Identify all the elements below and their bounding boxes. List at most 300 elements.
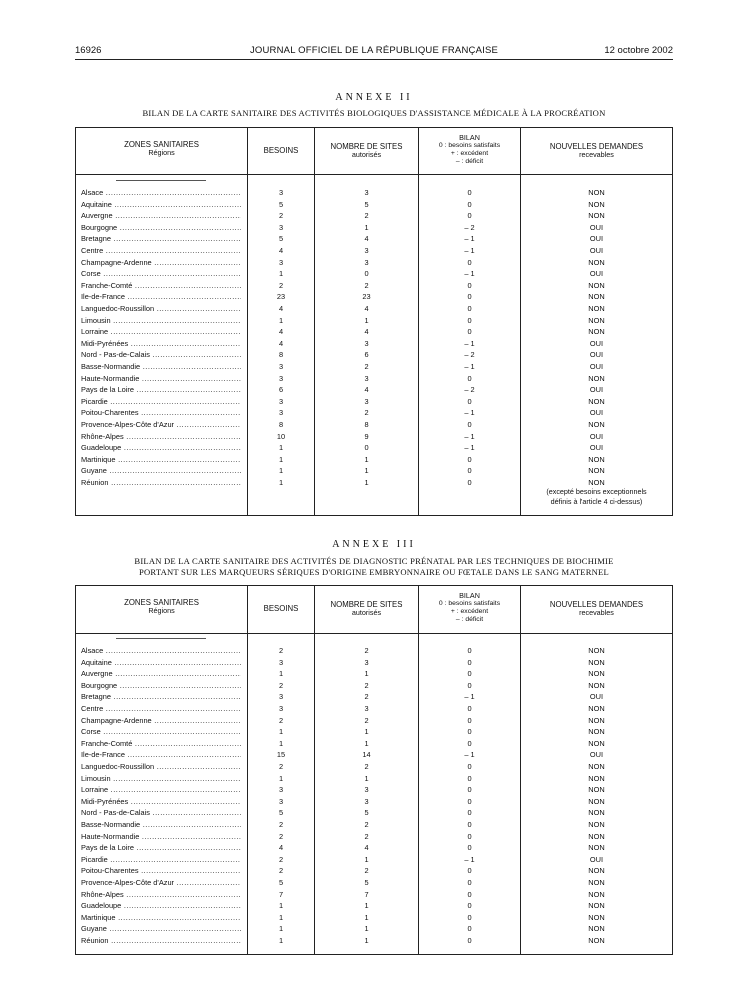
sites-cell: 1 (364, 854, 369, 864)
header-demandes: NOUVELLES DEMANDES recevables (549, 600, 644, 617)
demandes-cell: OUI (589, 408, 604, 418)
bilan-cell: – 1 (464, 269, 475, 279)
region-cell: Réunion ..... (81, 935, 241, 947)
sites-cell: 3 (364, 785, 369, 795)
bilan-cell: 0 (467, 912, 472, 922)
demandes-cell: NON (588, 327, 605, 337)
region-cell: Nord - Pas-de-Calais ..... (81, 807, 241, 819)
table-row (76, 715, 672, 727)
demandes-cell: NON (588, 315, 605, 325)
page-number: 16926 (75, 45, 102, 56)
demandes-cell: NON (588, 889, 605, 899)
table-row (76, 361, 672, 373)
demandes-cell: NON (588, 396, 605, 406)
sites-cell: 1 (364, 727, 369, 737)
besoins-cell: 1 (278, 924, 284, 934)
bilan-cell: 0 (467, 878, 472, 887)
demandes-cell: NON (588, 704, 605, 713)
besoins-cell: 1 (278, 738, 284, 748)
region-cell: Alsace ..... (81, 187, 241, 199)
table-row (76, 454, 672, 466)
table-row (76, 315, 672, 327)
demandes-cell: OUI (589, 443, 604, 453)
table-row (76, 738, 672, 750)
region-cell: Rhône-Alpes ..... (81, 431, 241, 443)
header-sites: NOMBRE DE SITES autorisés (330, 142, 403, 159)
bilan-cell: 0 (467, 901, 472, 911)
demandes-cell: NON (588, 199, 605, 209)
table-row (76, 726, 672, 738)
besoins-cell: 5 (278, 234, 284, 244)
region-cell: Lorraine ..... (81, 326, 241, 338)
sites-cell: 3 (364, 257, 369, 267)
bilan-cell: 0 (467, 466, 472, 476)
besoins-cell: 3 (278, 704, 284, 713)
sites-cell: 2 (364, 646, 369, 655)
table-row (76, 865, 672, 877)
region-cell: Basse-Normandie ..... (81, 819, 241, 831)
table-row (76, 854, 672, 866)
table-row (76, 187, 672, 199)
region-cell: Auvergne ..... (81, 668, 241, 680)
header-besoins: BESOINS (263, 604, 299, 613)
table-row (76, 796, 672, 808)
demandes-cell: NON (588, 257, 605, 267)
bilan-cell: 0 (467, 373, 472, 383)
table-row (76, 384, 672, 396)
demandes-cell: NON (588, 280, 605, 290)
table-row (76, 326, 672, 338)
besoins-cell: 1 (278, 478, 284, 487)
bilan-cell: 0 (467, 738, 472, 748)
table-row (76, 199, 672, 211)
demandes-cell: OUI (589, 350, 604, 360)
bilan-cell: 0 (467, 889, 472, 899)
demandes-cell: NON (588, 646, 605, 655)
bilan-cell: 0 (467, 657, 472, 667)
sites-cell: 2 (364, 408, 369, 418)
region-cell: Limousin ..... (81, 315, 241, 327)
table-row (76, 442, 672, 454)
demandes-cell: NON (588, 657, 605, 667)
region-cell: Aquitaine ..... (81, 657, 241, 669)
bilan-cell: 0 (467, 188, 472, 197)
besoins-cell: 1 (278, 269, 284, 279)
demandes-cell: OUI (589, 338, 604, 348)
besoins-cell: 1 (278, 912, 284, 922)
demandes-cell: NON (588, 420, 605, 429)
region-cell: Limousin ..... (81, 773, 241, 785)
region-cell: Pays de la Loire ..... (81, 384, 241, 396)
region-cell: Lorraine ..... (81, 784, 241, 796)
demandes-cell: NON (588, 738, 605, 748)
besoins-cell: 5 (278, 808, 284, 818)
region-cell: Guyane ..... (81, 923, 241, 935)
bilan-cell: 0 (467, 211, 472, 221)
table-row (76, 257, 672, 269)
demandes-cell: NON (588, 808, 605, 818)
besoins-cell: 5 (278, 878, 284, 887)
besoins-cell: 1 (278, 443, 284, 453)
bilan-cell: 0 (467, 396, 472, 406)
demandes-cell: NON (588, 188, 605, 197)
table-row (76, 703, 672, 715)
demandes-cell: OUI (589, 385, 604, 395)
sites-cell: 1 (364, 738, 369, 748)
region-cell: Corse ..... (81, 268, 241, 280)
region-cell: Rhône-Alpes ..... (81, 889, 241, 901)
table-row (76, 396, 672, 408)
table-row (76, 291, 672, 303)
demandes-cell: NON (588, 843, 605, 853)
header-demandes: NOUVELLES DEMANDES recevables (549, 142, 644, 159)
table-row (76, 680, 672, 692)
annexe-2-note: (excepté besoins exceptionnels définis à l'article 4 ci-dessus) (546, 487, 647, 506)
sites-cell: 3 (364, 246, 369, 255)
bilan-cell: 0 (467, 831, 472, 841)
demandes-cell: NON (588, 478, 605, 487)
sites-cell: 0 (364, 269, 369, 279)
sites-cell: 3 (364, 657, 369, 667)
bilan-cell: 0 (467, 304, 472, 313)
demandes-cell: NON (588, 785, 605, 795)
bilan-cell: – 1 (464, 338, 475, 348)
demandes-cell: OUI (589, 234, 604, 244)
region-cell: Martinique ..... (81, 454, 241, 466)
bilan-cell: 0 (467, 420, 472, 429)
besoins-cell: 2 (278, 646, 284, 655)
bilan-cell: 0 (467, 796, 472, 806)
sites-cell: 3 (364, 338, 369, 348)
region-cell: Picardie ..... (81, 854, 241, 866)
table-row (76, 657, 672, 669)
besoins-cell: 3 (278, 188, 284, 197)
bilan-cell: – 2 (464, 350, 475, 360)
table-row (76, 245, 672, 257)
demandes-cell: NON (588, 820, 605, 829)
demandes-cell: NON (588, 466, 605, 476)
annexe-2-subtitle: BILAN DE LA CARTE SANITAIRE DES ACTIVITÉS BIOLOGIQUES D'ASSISTANCE MÉDICALE À LA PROCRÉATION (142, 108, 606, 118)
demandes-cell: NON (588, 454, 605, 464)
region-cell: Corse ..... (81, 726, 241, 738)
besoins-cell: 1 (278, 773, 284, 783)
demandes-cell: NON (588, 773, 605, 783)
table-row (76, 668, 672, 680)
besoins-cell: 5 (278, 199, 284, 209)
table-row (76, 819, 672, 831)
header-zones: ZONES SANITAIRES Régions (124, 140, 199, 157)
header-bilan: BILAN 0 : besoins satisfaits + : excédent – : déficit (438, 591, 501, 623)
region-cell: Poitou-Charentes ..... (81, 407, 241, 419)
sites-cell: 5 (364, 878, 369, 887)
publication-date: 12 octobre 2002 (604, 45, 673, 56)
sites-cell: 1 (364, 466, 369, 476)
table-row (76, 691, 672, 703)
bilan-cell: 0 (467, 199, 472, 209)
besoins-cell: 1 (278, 454, 284, 464)
besoins-cell: 4 (278, 843, 284, 853)
sites-cell: 1 (364, 478, 369, 487)
sites-cell: 3 (364, 396, 369, 406)
bilan-cell: 0 (467, 773, 472, 783)
sites-cell: 4 (364, 843, 369, 853)
table-row (76, 842, 672, 854)
demandes-cell: OUI (589, 222, 604, 232)
table-row (76, 268, 672, 280)
besoins-cell: 10 (276, 431, 286, 441)
besoins-cell: 2 (278, 680, 284, 690)
bilan-cell: 0 (467, 454, 472, 464)
region-cell: Pays de la Loire ..... (81, 842, 241, 854)
region-cell: Languedoc-Roussillon ..... (81, 761, 241, 773)
demandes-cell: NON (588, 304, 605, 313)
region-cell: Auvergne ..... (81, 210, 241, 222)
bilan-cell: 0 (467, 315, 472, 325)
besoins-cell: 2 (278, 211, 284, 221)
table-row (76, 900, 672, 912)
region-cell: Aquitaine ..... (81, 199, 241, 211)
sites-cell: 1 (364, 901, 369, 911)
sites-cell: 4 (364, 385, 369, 395)
besoins-cell: 1 (278, 727, 284, 737)
table-row (76, 645, 672, 657)
table-row (76, 373, 672, 385)
sites-cell: 5 (364, 199, 369, 209)
sites-cell: 0 (364, 443, 369, 453)
besoins-cell: 3 (278, 692, 284, 702)
header-sites: NOMBRE DE SITES autorisés (330, 600, 403, 617)
besoins-cell: 15 (276, 750, 286, 760)
table-row (76, 831, 672, 843)
table-row (76, 349, 672, 361)
bilan-cell: 0 (467, 820, 472, 829)
bilan-cell: 0 (467, 936, 472, 945)
region-cell: Haute-Normandie ..... (81, 831, 241, 843)
besoins-cell: 8 (278, 420, 284, 429)
region-cell: Ile-de-France ..... (81, 749, 241, 761)
region-cell: Poitou-Charentes ..... (81, 865, 241, 877)
besoins-cell: 2 (278, 280, 284, 290)
header-zones: ZONES SANITAIRES Régions (124, 598, 199, 615)
bilan-cell: 0 (467, 327, 472, 337)
demandes-cell: OUI (589, 269, 604, 279)
sites-cell: 1 (364, 454, 369, 464)
bilan-cell: 0 (467, 866, 472, 876)
bilan-cell: – 1 (464, 692, 475, 702)
region-cell: Basse-Normandie ..... (81, 361, 241, 373)
table-row (76, 923, 672, 935)
sites-cell: 2 (364, 820, 369, 829)
besoins-cell: 3 (278, 396, 284, 406)
table-row (76, 784, 672, 796)
table-row (76, 303, 672, 315)
besoins-cell: 2 (278, 854, 284, 864)
demandes-cell: NON (588, 936, 605, 945)
table-row (76, 465, 672, 477)
demandes-cell: OUI (589, 246, 604, 255)
table-row (76, 877, 672, 889)
besoins-cell: 1 (278, 669, 284, 679)
besoins-cell: 1 (278, 466, 284, 476)
annexe-2-title: ANNEXE II (335, 92, 413, 103)
besoins-cell: 3 (278, 408, 284, 418)
besoins-cell: 2 (278, 715, 284, 725)
sites-cell: 5 (364, 808, 369, 818)
table-row (76, 912, 672, 924)
region-cell: Champagne-Ardenne ..... (81, 257, 241, 269)
sites-cell: 23 (362, 292, 371, 302)
sites-cell: 1 (364, 924, 369, 934)
bilan-cell: 0 (467, 843, 472, 853)
bilan-cell: 0 (467, 704, 472, 713)
demandes-cell: NON (588, 796, 605, 806)
besoins-cell: 6 (278, 385, 284, 395)
sites-cell: 7 (364, 889, 369, 899)
besoins-cell: 7 (278, 889, 284, 899)
region-cell: Midi-Pyrénées ..... (81, 338, 241, 350)
sites-cell: 2 (364, 866, 369, 876)
table-row (76, 407, 672, 419)
sites-cell: 2 (364, 715, 369, 725)
region-cell: Haute-Normandie ..... (81, 373, 241, 385)
besoins-cell: 3 (278, 257, 284, 267)
sites-cell: 1 (364, 773, 369, 783)
bilan-cell: 0 (467, 646, 472, 655)
besoins-cell: 23 (276, 292, 286, 302)
bilan-cell: 0 (467, 292, 472, 302)
bilan-cell: 0 (467, 785, 472, 795)
besoins-cell: 2 (278, 762, 284, 771)
besoins-cell: 1 (278, 936, 284, 945)
bilan-cell: 0 (467, 478, 472, 487)
besoins-cell: 4 (278, 246, 284, 255)
sites-cell: 1 (364, 669, 369, 679)
bilan-cell: – 1 (464, 443, 475, 453)
region-cell: Guadeloupe ..... (81, 442, 241, 454)
region-cell: Provence-Alpes-Côte d'Azur ..... (81, 419, 241, 431)
running-header (75, 43, 673, 60)
sites-cell: 3 (364, 188, 369, 197)
demandes-cell: OUI (589, 750, 604, 760)
bilan-cell: 0 (467, 715, 472, 725)
bilan-cell: 0 (467, 727, 472, 737)
annexe-2-table (75, 127, 673, 516)
demandes-cell: NON (588, 762, 605, 771)
sites-cell: 2 (364, 831, 369, 841)
sites-cell: 2 (364, 692, 369, 702)
sites-cell: 3 (364, 796, 369, 806)
annexe-3-title: ANNEXE III (332, 539, 416, 550)
region-cell: Bretagne ..... (81, 691, 241, 703)
besoins-cell: 3 (278, 222, 284, 232)
demandes-cell: NON (588, 831, 605, 841)
bilan-cell: 0 (467, 257, 472, 267)
region-cell: Picardie ..... (81, 396, 241, 408)
bilan-cell: 0 (467, 669, 472, 679)
bilan-cell: – 2 (464, 222, 475, 232)
bilan-cell: 0 (467, 808, 472, 818)
bilan-cell: 0 (467, 762, 472, 771)
demandes-cell: OUI (589, 431, 604, 441)
bilan-cell: – 1 (464, 431, 475, 441)
bilan-cell: – 1 (464, 234, 475, 244)
header-besoins: BESOINS (263, 146, 299, 155)
table-row (76, 761, 672, 773)
sites-cell: 3 (364, 373, 369, 383)
demandes-cell: NON (588, 912, 605, 922)
table-row (76, 935, 672, 947)
bilan-cell: – 1 (464, 362, 475, 371)
demandes-cell: NON (588, 878, 605, 887)
sites-cell: 2 (364, 362, 369, 371)
sites-cell: 2 (364, 280, 369, 290)
besoins-cell: 2 (278, 831, 284, 841)
table-row (76, 889, 672, 901)
sites-cell: 9 (364, 431, 369, 441)
region-cell: Midi-Pyrénées ..... (81, 796, 241, 808)
table-row (76, 338, 672, 350)
region-cell: Champagne-Ardenne ..... (81, 715, 241, 727)
annexe-3-table (75, 585, 673, 955)
besoins-cell: 3 (278, 362, 284, 371)
table-row (76, 233, 672, 245)
table-row (76, 419, 672, 431)
region-cell: Martinique ..... (81, 912, 241, 924)
region-cell: Languedoc-Roussillon ..... (81, 303, 241, 315)
demandes-cell: OUI (589, 362, 604, 371)
region-cell: Centre ..... (81, 703, 241, 715)
region-cell: Bretagne ..... (81, 233, 241, 245)
region-cell: Ile-de-France ..... (81, 291, 241, 303)
demandes-cell: NON (588, 292, 605, 302)
table-row (76, 773, 672, 785)
bilan-cell: 0 (467, 680, 472, 690)
bilan-cell: 0 (467, 924, 472, 934)
table-row (76, 280, 672, 292)
region-cell: Centre ..... (81, 245, 241, 257)
sites-cell: 6 (364, 350, 369, 360)
bilan-cell: – 1 (464, 750, 475, 760)
besoins-cell: 1 (278, 315, 284, 325)
bilan-cell: – 1 (464, 854, 475, 864)
sites-cell: 14 (362, 750, 371, 760)
table-row (76, 431, 672, 443)
demandes-cell: NON (588, 373, 605, 383)
region-cell: Franche-Comté ..... (81, 738, 241, 750)
besoins-cell: 3 (278, 373, 284, 383)
region-cell: Réunion ..... (81, 477, 241, 489)
bilan-cell: 0 (467, 280, 472, 290)
bilan-cell: – 1 (464, 408, 475, 418)
region-cell: Provence-Alpes-Côte d'Azur ..... (81, 877, 241, 889)
demandes-cell: NON (588, 727, 605, 737)
besoins-cell: 3 (278, 785, 284, 795)
region-cell: Alsace ..... (81, 645, 241, 657)
region-cell: Guyane ..... (81, 465, 241, 477)
sites-cell: 2 (364, 762, 369, 771)
region-cell: Nord - Pas-de-Calais ..... (81, 349, 241, 361)
demandes-cell: NON (588, 924, 605, 934)
besoins-cell: 3 (278, 657, 284, 667)
demandes-cell: NON (588, 211, 605, 221)
besoins-cell: 4 (278, 327, 284, 337)
sites-cell: 1 (364, 936, 369, 945)
region-cell: Bourgogne ..... (81, 222, 241, 234)
sites-cell: 2 (364, 211, 369, 221)
annexe-3-subtitle: BILAN DE LA CARTE SANITAIRE DES ACTIVITÉS DE DIAGNOSTIC PRÉNATAL PAR LES TECHNIQUES DE BIOCHIMIE PORTANT SUR LES MARQUEURS SÉRIQUES D'ORIGINE EMBRYONNAIRE OU FŒTALE DANS LE SANG MATERNEL (134, 556, 614, 577)
sites-cell: 3 (364, 704, 369, 713)
bilan-cell: – 2 (464, 385, 475, 395)
